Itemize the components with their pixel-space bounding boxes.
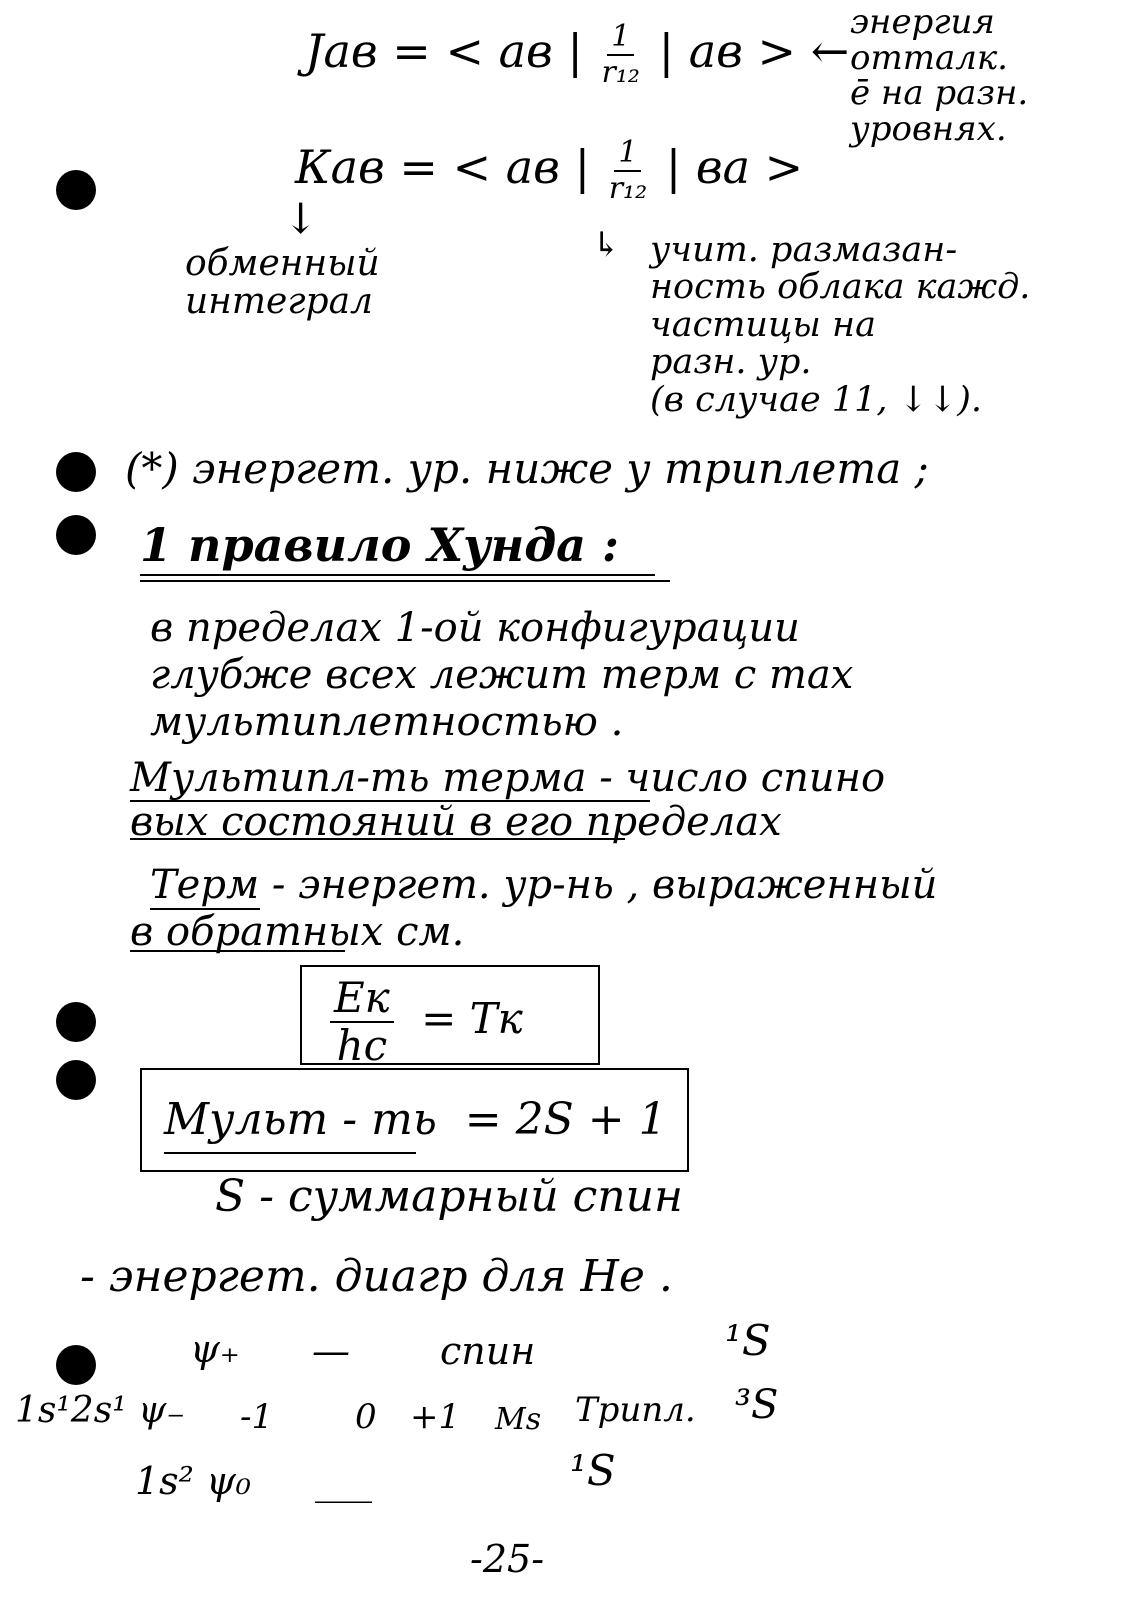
term-def-rest: - энергет. ур-нь , выраженный — [271, 862, 938, 908]
bullet-dot — [56, 1002, 96, 1042]
ek-numerator: Eк — [330, 977, 394, 1023]
ms-label: Ms — [495, 1402, 542, 1437]
k-formula — [295, 135, 804, 206]
k-right-note-line: разн. ур. — [650, 342, 812, 383]
bullet-dot — [56, 1345, 96, 1385]
triplet-word: Трипл. — [575, 1390, 696, 1430]
mult-term: Мультипл-ть терма — [130, 755, 587, 801]
mult-def-rest2: в его пределах — [469, 799, 782, 845]
ek-hc-fraction — [330, 973, 394, 1070]
level-term-triplet: ³S — [735, 1382, 779, 1428]
j-frac-num: 1 — [607, 22, 634, 56]
level-dash: — — [312, 1329, 350, 1373]
term-def-under-part: в обратных — [130, 909, 384, 955]
j-fraction — [598, 19, 644, 90]
j-bra: < ав | — [445, 24, 583, 78]
k-frac-num: 1 — [614, 138, 641, 172]
k-fraction — [605, 135, 651, 206]
hund-title-underline — [140, 580, 670, 582]
k-right-arrow: ↳ — [592, 225, 621, 265]
level-config-1s2s: 1s¹2s¹ ψ₋ — [15, 1390, 186, 1431]
j-note-line: уровнях. — [850, 109, 1007, 150]
triplet-line: (*) энергет. ур. ниже у триплета ; — [125, 444, 929, 493]
term-def-line2 — [130, 909, 465, 955]
k-right-note-line: (в случае 11, ↓↓). — [650, 379, 983, 420]
j-note-line: отталк. — [850, 37, 1008, 78]
hc-denominator: hc — [336, 1021, 388, 1070]
bullet-dot — [56, 515, 96, 555]
bullet-dot — [56, 452, 96, 492]
j-lhs: Jав = — [305, 24, 431, 78]
multiplicity-formula — [164, 1094, 667, 1145]
level-psi-plus: ψ₊ — [190, 1327, 240, 1371]
j-frac-den: r₁₂ — [601, 55, 640, 90]
level-1s2: 1s² ψ₀ — [135, 1459, 252, 1503]
hund-rule-text — [150, 605, 853, 747]
k-lhs: Кав = — [295, 140, 438, 194]
multiplicity-formula-box — [140, 1068, 689, 1172]
ms-value: 0 — [355, 1397, 377, 1437]
ms-value: -1 — [240, 1397, 274, 1437]
diagram-title: - энергет. диагр для He . — [80, 1251, 673, 1302]
hund-rule-line: в пределах 1-ой конфигурации — [150, 605, 800, 651]
k-left-label — [185, 245, 380, 321]
term-energy-formula-box — [300, 965, 600, 1070]
mult-def-line2 — [130, 799, 782, 845]
k-ket: | ва > — [665, 140, 804, 194]
term-word: Терм — [150, 862, 260, 908]
k-right-note-line: ность облака кажд. — [650, 267, 1031, 308]
j-ket: | ав > — [658, 24, 797, 78]
k-right-note-line: частицы на — [650, 304, 876, 345]
tk-rhs: = Tк — [421, 994, 523, 1043]
term-energy-formula — [330, 973, 523, 1070]
hund-rule-line: мультиплетностью . — [150, 699, 624, 746]
term-line2-underline — [130, 950, 345, 952]
level-spin-word: спин — [440, 1329, 536, 1373]
level-term-singlet: ¹S — [725, 1316, 771, 1365]
j-note-line: ē на разн. — [850, 73, 1029, 114]
mult-lhs: Мульт - ть — [164, 1094, 437, 1145]
level-dash: ___ — [315, 1459, 372, 1503]
term-def-rest2: см. — [396, 909, 465, 955]
k-right-note-line: учит. размазан- — [650, 230, 958, 270]
k-down-arrow: ↓ — [283, 194, 319, 243]
k-frac-den: r₁₂ — [608, 171, 648, 206]
bullet-dot — [56, 170, 96, 210]
mult-line2-underline — [130, 838, 625, 840]
mult-def-under-part: вых состояний — [130, 799, 457, 845]
ms-value: +1 — [410, 1397, 461, 1437]
j-formula — [305, 19, 850, 90]
s-definition: S - суммарный спин — [215, 1171, 683, 1222]
j-arrow: ← — [810, 24, 850, 78]
hund-rule-title: 1 правило Хунда : — [140, 518, 619, 572]
hund-title-underline — [140, 574, 655, 576]
mult-lhs-underline — [164, 1152, 416, 1154]
mult-def-line1 — [130, 755, 886, 801]
k-bra: < ав | — [452, 140, 591, 194]
j-note — [850, 2, 1029, 150]
page-number: -25- — [470, 1537, 545, 1581]
k-left-label-line: интеграл — [185, 280, 373, 322]
hund-rule-line: глубже всех лежит терм с max — [150, 652, 854, 699]
k-right-note — [650, 232, 1030, 419]
term-def-line1 — [150, 862, 938, 908]
level-term-singlet-ground: ¹S — [570, 1446, 616, 1495]
j-note-line: энергия — [850, 2, 995, 42]
mult-def-rest: - число спино — [599, 755, 886, 801]
mult-rhs: = 2S + 1 — [464, 1094, 667, 1145]
bullet-dot — [56, 1060, 96, 1100]
k-left-label-line: обменный — [185, 243, 380, 284]
